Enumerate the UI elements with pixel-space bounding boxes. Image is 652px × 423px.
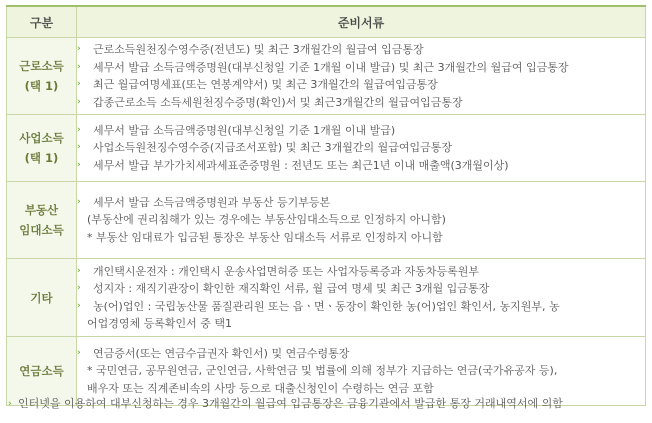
document-item [77, 157, 645, 175]
category-label: 기타 [30, 290, 53, 305]
bullet-icon: › [77, 283, 81, 293]
bullet-icon: › [77, 79, 81, 89]
bullet-icon: › [77, 44, 81, 54]
bullet-icon: › [77, 124, 81, 135]
document-item-text: 사업소득원천징수영수증(지급조서포함) 및 최근 3개월간의 월급여입금통장 [93, 141, 452, 155]
document-item-text: 농(어)업인 : 국립농산물 품질관리원 또는 읍ㆍ면ㆍ동장이 확인한 농(어)업인 확인서, 농지원부, 농 [93, 299, 560, 313]
category-label: (택 1) [24, 151, 59, 165]
document-item-text: 세무서 발급 소득금액증명원(대부신청일 기준 1개월 이내 발급) 및 최근 3개월간의 월급여 입금통장 [93, 60, 569, 74]
document-item-text: 근로소득원천징수영수증(전년도) 및 최근 3개월간의 월급여 입금통장 [93, 43, 424, 56]
category-label: 사업소득 [19, 131, 64, 145]
category-cell [7, 115, 77, 182]
table-row [7, 182, 646, 259]
category-cell [7, 38, 77, 115]
document-item-text: * 국민연금, 공무원연금, 군인연금, 사학연금 및 법률에 의해 정부가 지급하는 연금(국가유공자 등), [87, 364, 558, 378]
document-item-text: 개인택시운전자 : 개인택시 운송사업면허증 또는 사업자등록증과 자동차등록원부 [93, 264, 479, 278]
category-cell [7, 259, 77, 337]
table-row [7, 38, 646, 115]
category-label: 연금소득 [19, 364, 64, 378]
document-item [77, 59, 645, 77]
bullet-icon: › [77, 61, 81, 72]
document-item-text: 갑종근로소득 소득세원천징수증명(확인)서 및 최근3개월간의 월급여입금통장 [93, 95, 463, 109]
bullet-icon: › [77, 347, 81, 358]
documents-table [6, 5, 646, 406]
bullet-icon: › [77, 159, 81, 170]
document-item-text: 성지자 : 재직기관장이 확인한 재직확인 서류, 월 급여 명세 및 최근 3개월 입금통장 [93, 282, 490, 295]
bullet-icon: › [77, 96, 81, 107]
category-label: 임대소득 [19, 223, 64, 237]
bullet-icon: › [77, 196, 81, 207]
footnote [6, 395, 646, 413]
header-documents: 준비서류 [77, 6, 646, 38]
table-row [7, 115, 646, 182]
bullet-icon: › [77, 300, 81, 311]
document-item [77, 280, 645, 298]
document-item-text: 세무서 발급 부가가치세과세표준증명원 : 전년도 또는 최근1년 이내 매출액(3개월이상) [93, 158, 509, 172]
document-item [77, 263, 645, 281]
documents-cell [77, 115, 646, 182]
documents-cell [77, 38, 646, 115]
document-item [77, 229, 645, 247]
documents-cell [77, 259, 646, 337]
category-label: 근로소득 [19, 59, 64, 73]
header-category: 구분 [7, 6, 77, 38]
bullet-icon: › [77, 265, 81, 276]
table-row [7, 259, 646, 337]
category-cell [7, 182, 77, 259]
document-item [77, 41, 645, 59]
document-item [77, 362, 645, 380]
document-item-text: (부동산에 권리침해가 있는 경우에는 부동산임대소득으로 인정하지 아니함) [87, 213, 446, 227]
document-item [77, 298, 645, 316]
document-item [77, 194, 645, 212]
footnote-text: 인터넷을 이용하여 대부신청하는 경우 3개월간의 월급여 입금통장은 금융기관에서 발급한 통장 거래내역서에 의함 [18, 397, 563, 410]
document-item-text: 어업경영체 등록확인서 중 택1 [87, 317, 232, 330]
documents-cell [77, 182, 646, 259]
document-item-text: 연금증서(또는 연금수급권자 확인서) 및 연금수령통장 [93, 346, 350, 360]
document-item [77, 139, 645, 157]
document-item-text: 배우자 또는 직계존비속의 사망 등으로 대출신청인이 수령하는 연금 포함 [87, 381, 434, 395]
document-item [77, 315, 645, 333]
document-item-text: 최근 월급여명세표(또는 연봉계약서) 및 최근 3개월간의 월급여입금통장 [93, 78, 438, 91]
document-item [77, 211, 645, 229]
document-item-text: * 부동산 임대료가 입금된 통장은 부동산 임대소득 서류로 인정하지 아니함 [87, 230, 443, 244]
category-label: (택 1) [24, 79, 59, 93]
document-item [77, 122, 645, 140]
document-item [77, 76, 645, 94]
document-item [77, 94, 645, 112]
document-item-text: 세무서 발급 소득금액증명원과 부동산 등기부등본 [93, 195, 331, 209]
bullet-icon: › [77, 142, 81, 153]
table-header-row [7, 6, 646, 38]
category-label: 부동산 [24, 203, 59, 217]
bullet-icon: › [8, 399, 12, 409]
document-item [77, 345, 645, 363]
document-item-text: 세무서 발급 소득금액증명원(대부신청일 기준 1개월 이내 발급) [93, 123, 396, 137]
